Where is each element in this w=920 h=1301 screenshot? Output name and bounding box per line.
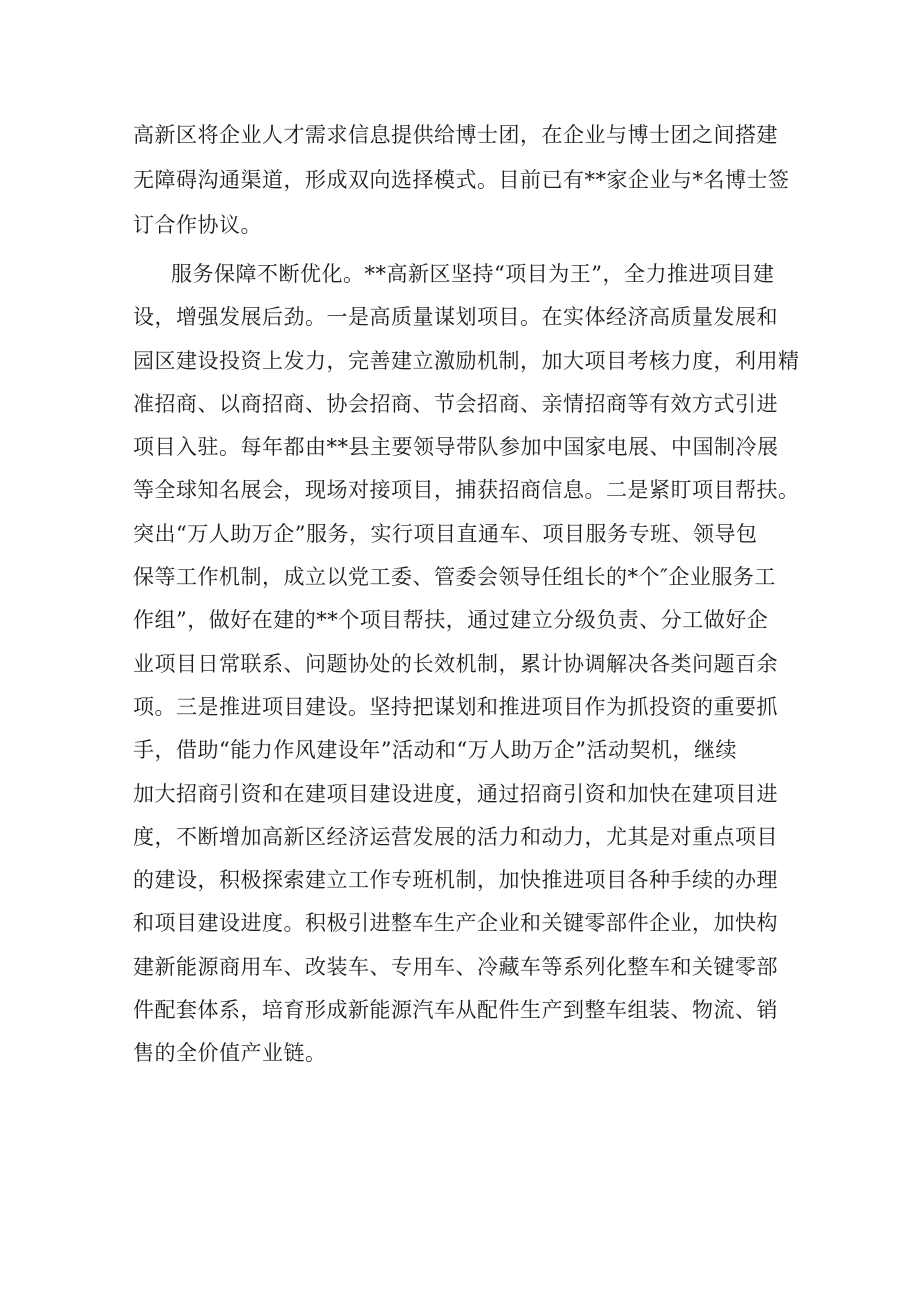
paragraph-line: 项目入驻。每年都由**县主要领导带队参加中国家电展、中国制冷展 [133, 435, 779, 460]
paragraph-line: 园区建设投资上发力，完善建立激励机制，加大项目考核力度，利用精 [133, 348, 800, 373]
paragraph-line: 件配套体系，培育形成新能源汽车从配件生产到整车组装、物流、销 [133, 998, 778, 1023]
paragraph-line: 度，不断增加高新区经济运营发展的活力和动力，尤其是对重点项目 [133, 824, 778, 849]
paragraph-line: 准招商、以商招商、协会招商、节会招商、亲情招商等有效方式引进 [133, 391, 778, 416]
paragraph-line: 售的全价值产业链。 [133, 1041, 327, 1066]
paragraph-line: 的建设，积极探索建立工作专班机制，加快推进项目各种手续的办理 [133, 868, 778, 893]
paragraph-line: 和项目建设进度。积极引进整车生产企业和关键零部件企业，加快构 [133, 911, 778, 936]
paragraph-line: 业项目日常联系、问题协处的长效机制，累计协调解决各类问题百余 [133, 651, 778, 676]
paragraph-line: 项。三是推进项目建设。坚持把谋划和推进项目作为抓投资的重要抓 [133, 694, 778, 719]
paragraph-service-guarantee [133, 253, 800, 1076]
paragraph-line: 手，借助“能力作风建设年”活动和“万人助万企”活动契机，继续 [133, 738, 737, 763]
paragraph-line: 保等工作机制，成立以党工委、管委会领导任组长的*个″企业服务工 [133, 565, 776, 590]
paragraph-line: 订合作协议。 [133, 213, 262, 237]
paragraph-line: 服务保障不断优化。**高新区坚持“项目为王”，全力推进项目建 [171, 262, 775, 286]
paragraph-line: 加大招商引资和在建项目建设进度，通过招商引资和加快在建项目进 [133, 781, 778, 806]
paragraph-line: 突出“万人助万企”服务，实行项目直通车、项目服务专班、领导包 [133, 521, 758, 546]
paragraph-line: 等全球知名展会，现场对接项目，捕获招商信息。二是紧盯项目帮扶。 [133, 478, 800, 503]
paragraph-line: 无障碍沟通渠道，形成双向选择模式。目前已有**家企业与*名博士签 [133, 168, 790, 192]
paragraph-line: 高新区将企业人才需求信息提供给博士团，在企业与博士团之间搭建 [133, 123, 778, 147]
paragraph-line: 作组”，做好在建的**个项目帮扶，通过建立分级负责、分工做好企 [133, 608, 769, 633]
paragraph-line: 建新能源商用车、改装车、专用车、冷藏车等系列化整车和关键零部 [133, 954, 778, 979]
paragraph-line: 设，增强发展后劲。一是高质量谋划项目。在实体经济高质量发展和 [133, 305, 778, 330]
paragraph-talent-docking [133, 113, 793, 248]
